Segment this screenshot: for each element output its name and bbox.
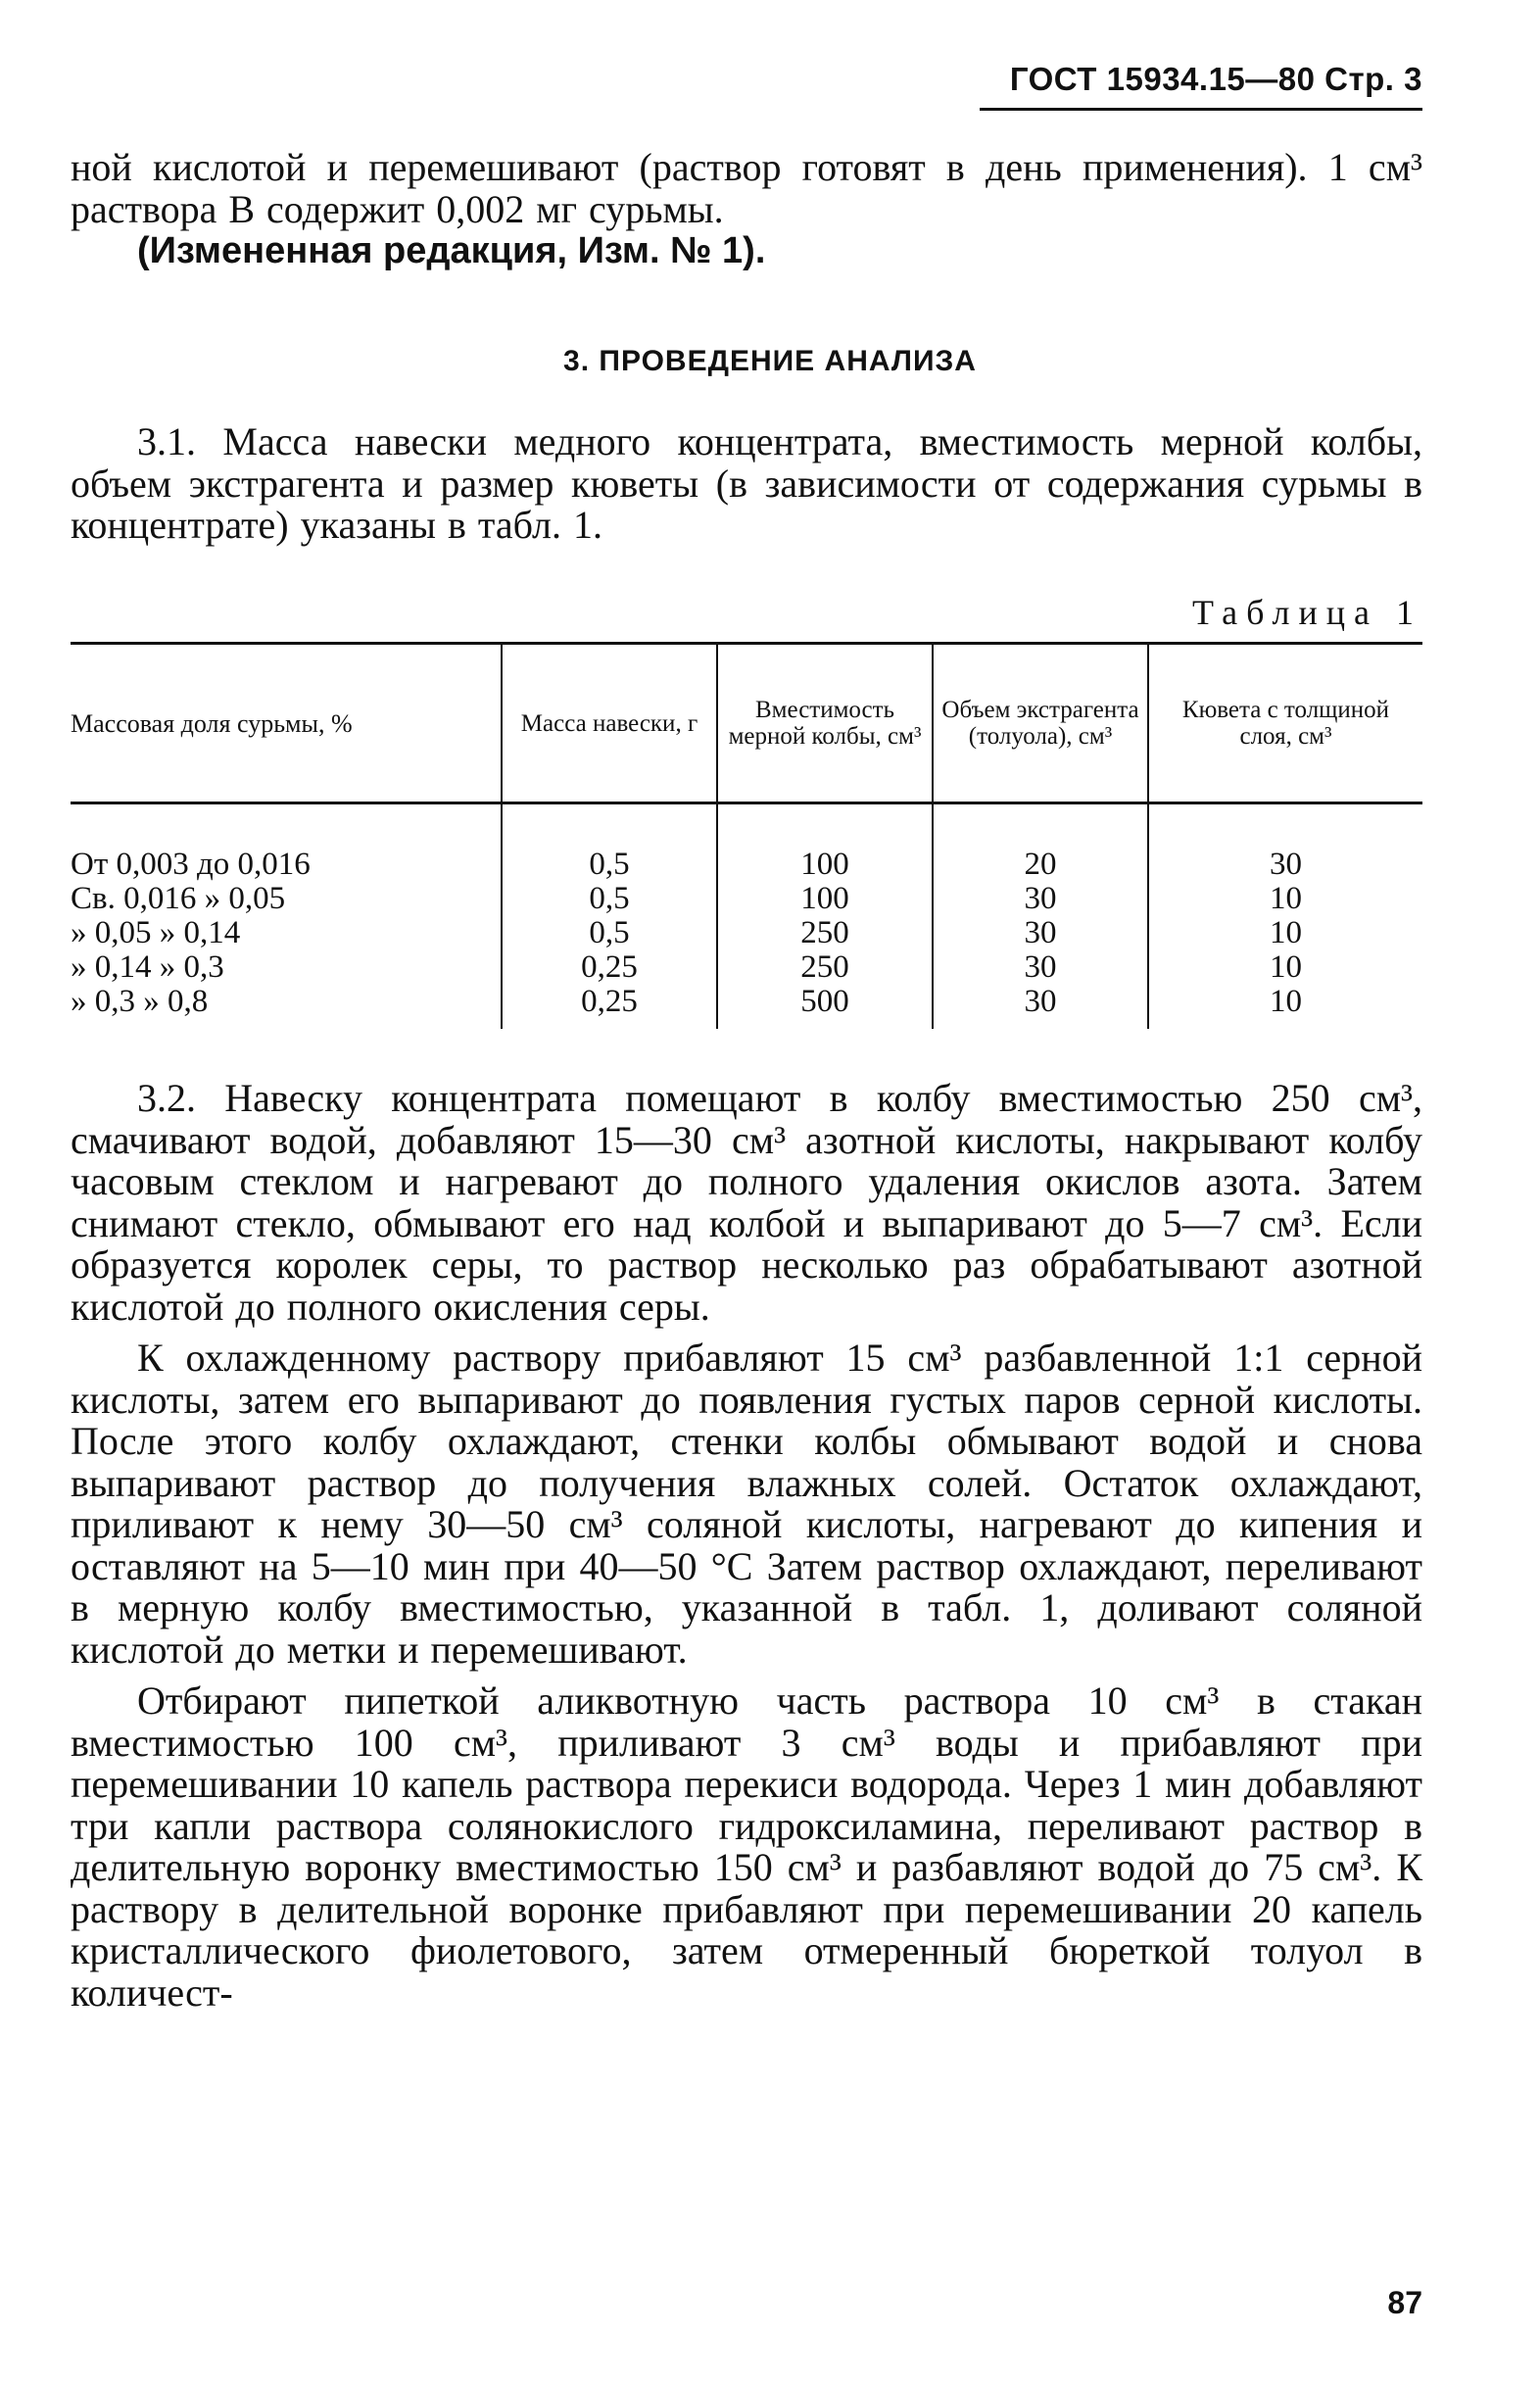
cell-mass: 0,5 xyxy=(502,882,717,916)
cell-capacity: 250 xyxy=(717,950,933,985)
header-cuvette-thickness: Кювета с толщиной слоя, см³ xyxy=(1148,644,1422,803)
section-title: 3. ПРОВЕДЕНИЕ АНАЛИЗА xyxy=(563,345,977,377)
table-row xyxy=(71,916,1422,950)
header-flask-capacity: Вместимость мерной колбы, см³ xyxy=(717,644,933,803)
table-row xyxy=(71,950,1422,985)
running-head: ГОСТ 15934.15—80 Стр. 3 xyxy=(1009,61,1422,97)
cell-cuvette: 10 xyxy=(1148,985,1422,1029)
header-sample-mass: Масса навески, г xyxy=(502,644,717,803)
table-row xyxy=(71,882,1422,916)
cell-mass: 0,5 xyxy=(502,916,717,950)
header-extractant-volume: Объем экстрагента (толуола), см³ xyxy=(933,644,1148,803)
cell-cuvette: 10 xyxy=(1148,882,1422,916)
intro-block xyxy=(71,147,1422,271)
table-caption: Таблица 1 xyxy=(1192,593,1422,632)
paragraph-3-1-block xyxy=(71,421,1422,547)
cell-extractant: 30 xyxy=(933,916,1148,950)
table-header-row xyxy=(71,644,1422,803)
amendment-note: (Измененная редакция, Изм. № 1). xyxy=(137,230,766,271)
body-text-block xyxy=(71,1078,1422,2014)
cell-fraction: » 0,05 » 0,14 xyxy=(71,915,241,950)
paragraph-3-2-aliquot: Отбирают пипеткой аликвотную часть раствора 10 см³ в стакан вместимостью 100 см³, приливают 3 см³ воды и прибавляют при перемешивании 10 капель раствора перекиси водорода. Через 1 мин добавляют три капли раствора солянокислого гидроксиламина, переливают раствор в делительную воронку вместимостью 150 см³ и разбавляют водой до 75 см³. К раствору в делительной воронке прибавляют при перемешивании 20 капель кристаллического фиолетового, затем отмеренный бюреткой толуол в количест- xyxy=(71,1678,1422,2015)
cell-capacity: 100 xyxy=(717,803,933,883)
cell-mass: 0,25 xyxy=(502,950,717,985)
cell-fraction: » 0,14 » 0,3 xyxy=(71,949,224,985)
table-row xyxy=(71,985,1422,1029)
cell-cuvette: 10 xyxy=(1148,916,1422,950)
paragraph-3-2-continued: К охлажденному раствору прибавляют 15 см³ разбавленной 1:1 серной кислоты, затем его выпаривают до появления густых паров серной кислоты. После этого колбу охлаждают, стенки колбы обмывают водой и снова выпаривают раствор до получения влажных солей. Остаток охлаждают, приливают к нему 30—50 см³ соляной кислоты, нагревают до кипения и оставляют на 5—10 мин при 40—50 °С Затем раствор охлаждают, переливают в мерную колбу вместимостью, указанной в табл. 1, доливают соляной кислотой до метки и перемешивают. xyxy=(71,1336,1422,1672)
cell-extractant: 30 xyxy=(933,985,1148,1029)
intro-paragraph: ной кислотой и перемешивают (раствор готовят в день применения). 1 см³ раствора В содержит 0,002 мг сурьмы. xyxy=(71,145,1422,231)
table-row xyxy=(71,803,1422,883)
header-antimony-fraction: Массовая доля сурьмы, % xyxy=(71,644,502,803)
cell-cuvette: 30 xyxy=(1148,803,1422,883)
cell-mass: 0,5 xyxy=(502,803,717,883)
cell-capacity: 100 xyxy=(717,882,933,916)
paragraph-3-1: 3.1. Масса навески медного концентрата, вместимость мерной колбы, объем экстрагента и размер кюветы (в зависимости от содержания сурьмы в концентрате) указаны в табл. 1. xyxy=(71,419,1422,547)
paragraph-3-2: 3.2. Навеску концентрата помещают в колбу вместимостью 250 см³, смачивают водой, добавляют 15—30 см³ азотной кислоты, накрывают колбу часовым стеклом и нагревают до полного удаления окислов азота. Затем снимают стекло, обмывают его над колбой и выпаривают до 5—7 см³. Если образуется королек серы, то раствор несколько раз обрабатывают азотной кислотой до полного окисления серы. xyxy=(71,1076,1422,1329)
cell-capacity: 500 xyxy=(717,985,933,1029)
page-number: 87 xyxy=(1387,2285,1422,2320)
cell-fraction: Св. 0,016 » 0,05 xyxy=(71,881,286,916)
header-rule xyxy=(980,108,1422,111)
table-1 xyxy=(71,642,1422,1029)
cell-capacity: 250 xyxy=(717,916,933,950)
cell-extractant: 20 xyxy=(933,803,1148,883)
cell-cuvette: 10 xyxy=(1148,950,1422,985)
cell-extractant: 30 xyxy=(933,882,1148,916)
cell-fraction: От 0,003 до 0,016 xyxy=(71,847,311,882)
cell-mass: 0,25 xyxy=(502,985,717,1029)
cell-extractant: 30 xyxy=(933,950,1148,985)
cell-fraction: » 0,3 » 0,8 xyxy=(71,984,209,1019)
